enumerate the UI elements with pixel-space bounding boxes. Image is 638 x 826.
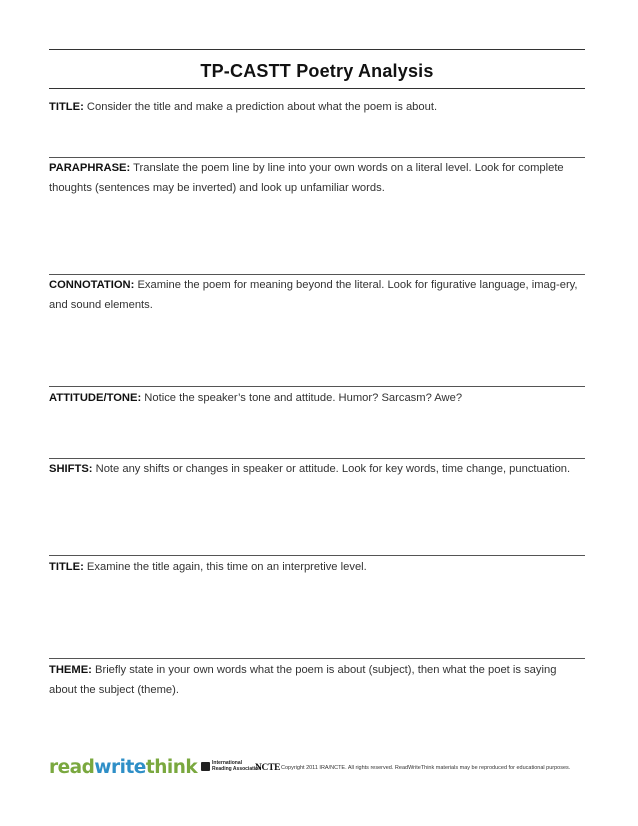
page-title: TP-CASTT Poetry Analysis	[200, 61, 434, 81]
section-paraphrase	[49, 158, 583, 198]
section-label: TITLE:	[49, 101, 84, 113]
section-label: CONNOTATION:	[49, 279, 135, 291]
section-instructions: Note any shifts or changes in speaker or attitude. Look for key words, time change, punctuation.	[95, 463, 571, 475]
section-instructions: Briefly state in your own words what the poem is about (subject), then what the poet is saying about the subject (theme).	[49, 664, 557, 696]
logo-word-write: write	[94, 757, 146, 778]
section-instructions: Examine the poem for meaning beyond the literal. Look for figurative language, imag-ery, and sound elements.	[49, 279, 578, 311]
section-theme	[49, 660, 583, 700]
section-label: PARAPHRASE:	[49, 162, 131, 174]
section-instructions: Examine the title again, this time on an interpretive level.	[86, 561, 367, 573]
section-label: TITLE:	[49, 561, 84, 573]
ira-mark-icon	[201, 762, 210, 771]
section-title-revisited	[49, 557, 583, 577]
top-rule	[49, 49, 585, 50]
section-label: THEME:	[49, 664, 92, 676]
section-divider	[49, 555, 585, 556]
section-divider	[49, 658, 585, 659]
readwritethink-logo	[49, 757, 197, 779]
section-instructions: Consider the title and make a prediction about what the poem is about.	[86, 101, 438, 113]
section-divider	[49, 386, 585, 387]
section-shifts	[49, 459, 583, 479]
section-instructions: Translate the poem line by line into your own words on a literal level. Look for complete thoughts (sentences may be inverted) and look up unfamiliar words.	[49, 162, 564, 194]
ira-text	[212, 760, 261, 772]
ncte-logo: NCTE	[255, 763, 281, 773]
section-connotation	[49, 275, 583, 315]
section-attitude-tone	[49, 388, 583, 408]
logo-word-think: think	[145, 757, 198, 778]
section-label: SHIFTS:	[49, 463, 93, 475]
footer	[49, 757, 589, 779]
copyright-notice: Copyright 2011 IRA/NCTE. All rights reserved. ReadWriteThink materials may be reproduced for educational purposes.	[281, 765, 571, 771]
logo-word-read: read	[49, 757, 95, 778]
section-title	[49, 97, 583, 117]
ira-logo	[201, 760, 262, 776]
title-rule	[49, 88, 585, 89]
ira-line-2: Reading Association	[212, 766, 262, 772]
ira-line-1: International	[212, 760, 243, 766]
section-label: ATTITUDE/TONE:	[49, 392, 142, 404]
section-instructions: Notice the speaker’s tone and attitude. Humor? Sarcasm? Awe?	[144, 392, 463, 404]
